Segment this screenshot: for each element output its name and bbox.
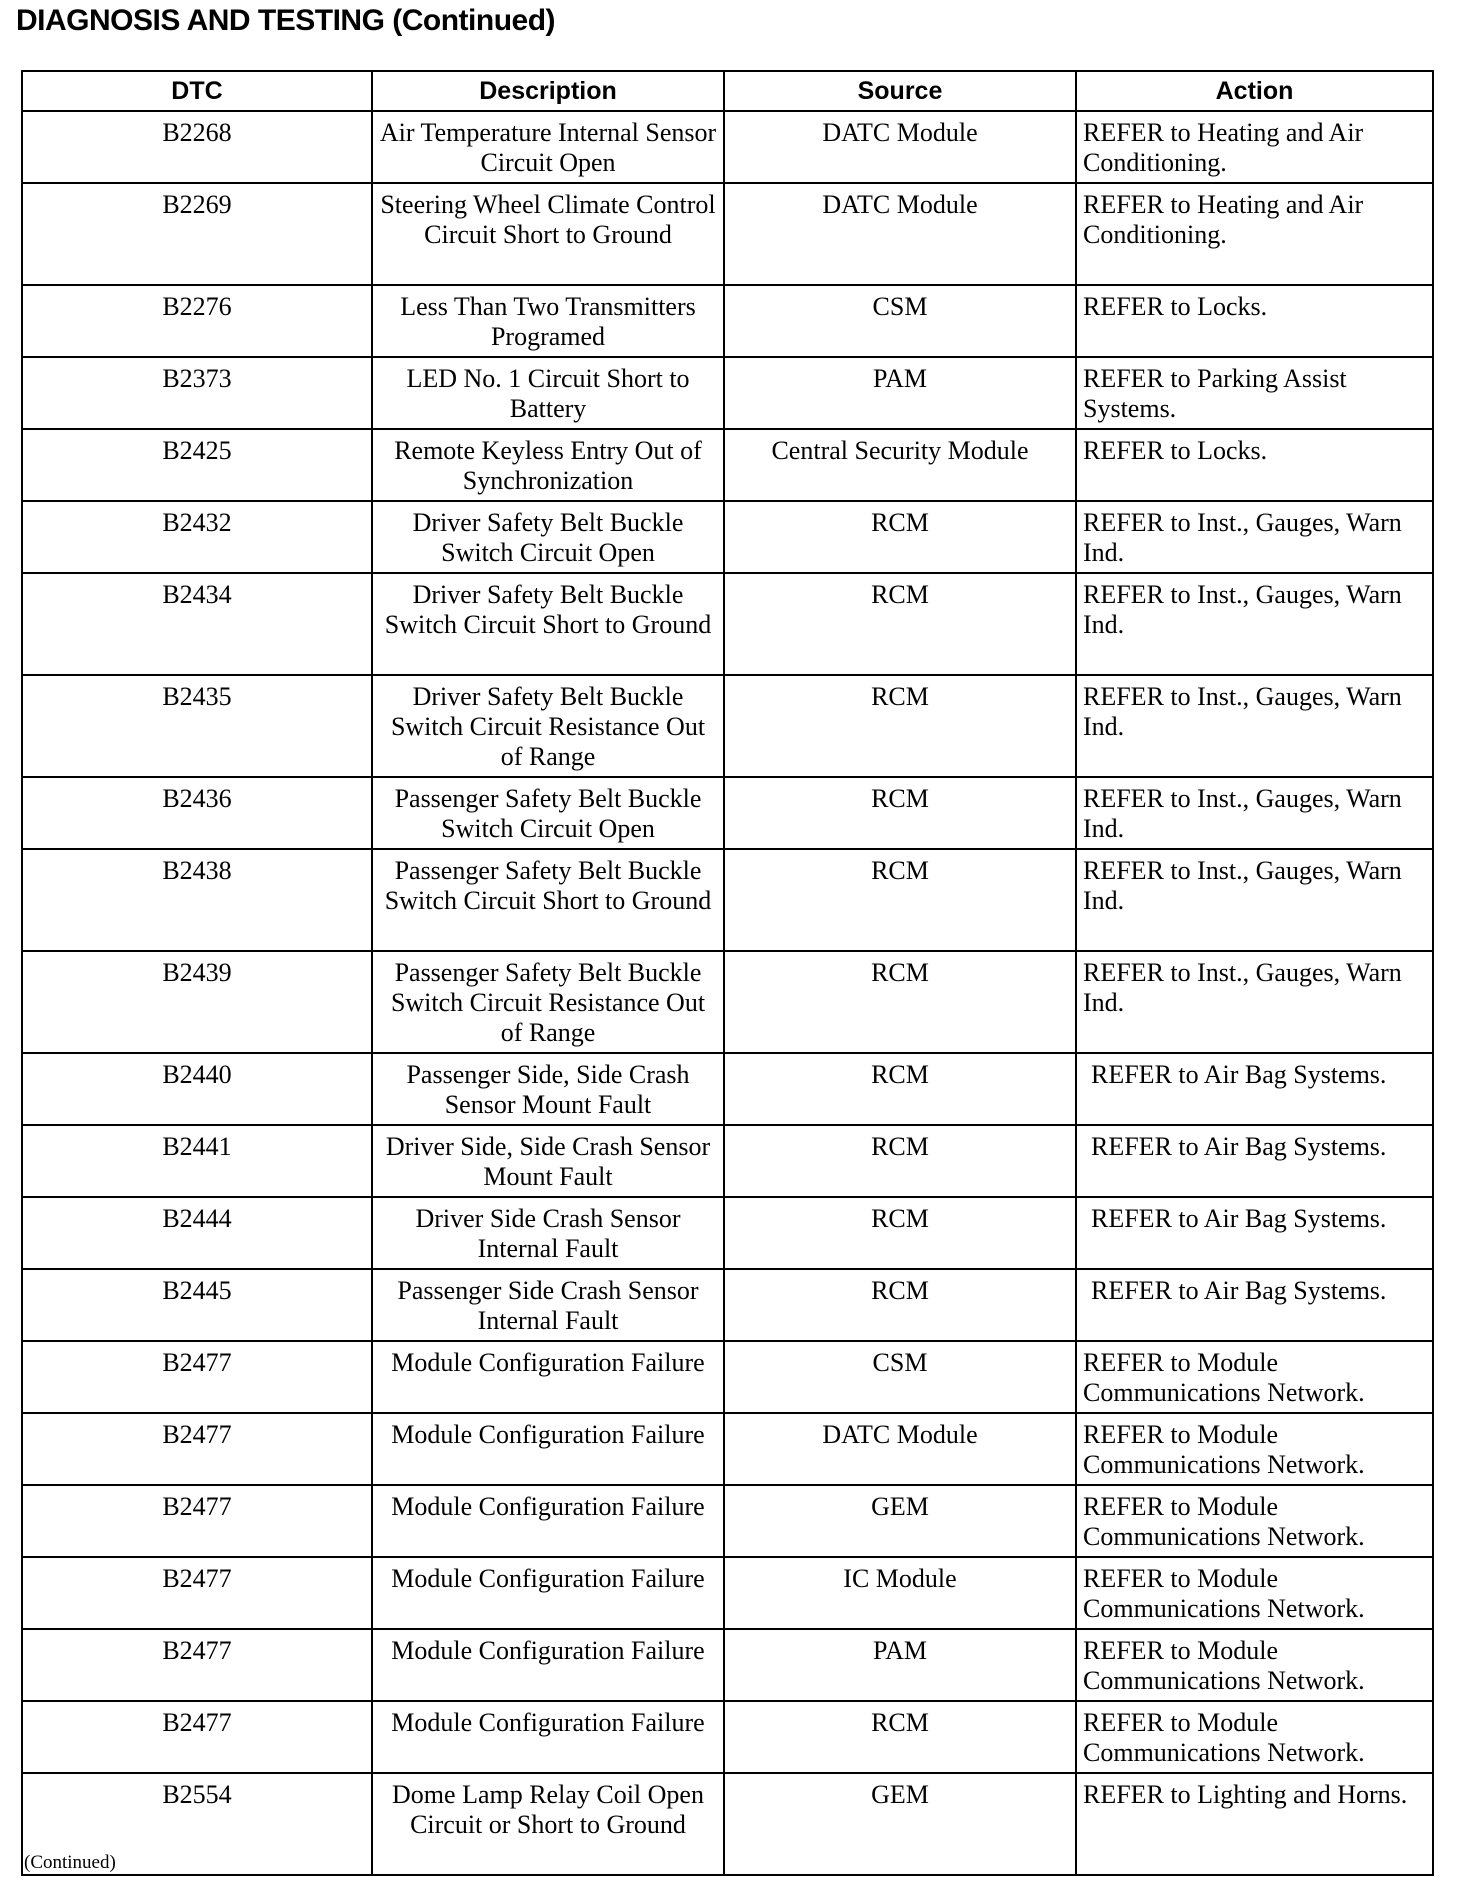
table-header-row <box>22 71 1433 111</box>
dtc-code: B2432 <box>22 501 372 573</box>
table-row <box>22 1125 1433 1197</box>
table-row <box>22 1341 1433 1413</box>
dtc-description: Driver Side, Side Crash Sensor Mount Fault <box>372 1125 724 1197</box>
dtc-table <box>21 70 1434 1876</box>
dtc-description: Passenger Side, Side Crash Sensor Mount Fault <box>372 1053 724 1125</box>
dtc-action: REFER to Parking Assist Systems. <box>1076 357 1433 429</box>
dtc-source: IC Module <box>724 1557 1076 1629</box>
dtc-source: CSM <box>724 1341 1076 1413</box>
dtc-source: GEM <box>724 1773 1076 1875</box>
dtc-action: REFER to Inst., Gauges, Warn Ind. <box>1076 777 1433 849</box>
dtc-source: DATC Module <box>724 1413 1076 1485</box>
table-row <box>22 357 1433 429</box>
dtc-code: B2477 <box>22 1485 372 1557</box>
dtc-code: B2373 <box>22 357 372 429</box>
table-row <box>22 849 1433 951</box>
dtc-source: RCM <box>724 951 1076 1053</box>
dtc-action: REFER to Module Communications Network. <box>1076 1701 1433 1773</box>
dtc-description: Module Configuration Failure <box>372 1557 724 1629</box>
dtc-description: Module Configuration Failure <box>372 1413 724 1485</box>
table-row <box>22 111 1433 183</box>
dtc-action: REFER to Heating and Air Conditioning. <box>1076 111 1433 183</box>
continued-note: (Continued) <box>24 1852 116 1873</box>
dtc-action: REFER to Module Communications Network. <box>1076 1413 1433 1485</box>
dtc-source: DATC Module <box>724 111 1076 183</box>
dtc-action: REFER to Air Bag Systems. <box>1076 1053 1433 1125</box>
dtc-description: Dome Lamp Relay Coil Open Circuit or Short to Ground <box>372 1773 724 1875</box>
dtc-description: Less Than Two Transmitters Programed <box>372 285 724 357</box>
dtc-source: PAM <box>724 357 1076 429</box>
dtc-code: B2436 <box>22 777 372 849</box>
dtc-description: Remote Keyless Entry Out of Synchronization <box>372 429 724 501</box>
dtc-code: B2439 <box>22 951 372 1053</box>
dtc-source: RCM <box>724 777 1076 849</box>
dtc-source: GEM <box>724 1485 1076 1557</box>
dtc-code: B2477 <box>22 1341 372 1413</box>
dtc-action: REFER to Air Bag Systems. <box>1076 1125 1433 1197</box>
dtc-action: REFER to Inst., Gauges, Warn Ind. <box>1076 573 1433 675</box>
dtc-description: Module Configuration Failure <box>372 1341 724 1413</box>
dtc-code: B2554 <box>22 1773 372 1875</box>
dtc-code: B2477 <box>22 1557 372 1629</box>
table-row <box>22 501 1433 573</box>
dtc-action: REFER to Air Bag Systems. <box>1076 1197 1433 1269</box>
table-row <box>22 951 1433 1053</box>
table-row <box>22 1485 1433 1557</box>
dtc-source: RCM <box>724 675 1076 777</box>
dtc-code: B2434 <box>22 573 372 675</box>
dtc-source: RCM <box>724 501 1076 573</box>
dtc-code: B2438 <box>22 849 372 951</box>
dtc-description: Module Configuration Failure <box>372 1629 724 1701</box>
dtc-code: B2276 <box>22 285 372 357</box>
dtc-code: B2268 <box>22 111 372 183</box>
dtc-source: PAM <box>724 1629 1076 1701</box>
dtc-action: REFER to Air Bag Systems. <box>1076 1269 1433 1341</box>
page-title: DIAGNOSIS AND TESTING (Continued) <box>16 4 556 37</box>
table-row <box>22 183 1433 285</box>
dtc-action: REFER to Lighting and Horns. <box>1076 1773 1433 1875</box>
header-action: Action <box>1076 71 1433 111</box>
dtc-code: B2477 <box>22 1701 372 1773</box>
table-row <box>22 429 1433 501</box>
dtc-description: Passenger Safety Belt Buckle Switch Circuit Short to Ground <box>372 849 724 951</box>
dtc-action: REFER to Module Communications Network. <box>1076 1485 1433 1557</box>
dtc-description: Driver Side Crash Sensor Internal Fault <box>372 1197 724 1269</box>
dtc-description: Steering Wheel Climate Control Circuit Short to Ground <box>372 183 724 285</box>
dtc-action: REFER to Inst., Gauges, Warn Ind. <box>1076 849 1433 951</box>
table-row <box>22 1053 1433 1125</box>
dtc-code: B2441 <box>22 1125 372 1197</box>
dtc-action: REFER to Inst., Gauges, Warn Ind. <box>1076 501 1433 573</box>
dtc-code: B2444 <box>22 1197 372 1269</box>
table-row <box>22 285 1433 357</box>
dtc-code: B2425 <box>22 429 372 501</box>
dtc-description: Passenger Safety Belt Buckle Switch Circuit Open <box>372 777 724 849</box>
dtc-code: B2435 <box>22 675 372 777</box>
dtc-code: B2440 <box>22 1053 372 1125</box>
table-row <box>22 1557 1433 1629</box>
dtc-code: B2445 <box>22 1269 372 1341</box>
dtc-description: LED No. 1 Circuit Short to Battery <box>372 357 724 429</box>
dtc-source: DATC Module <box>724 183 1076 285</box>
dtc-source: RCM <box>724 1197 1076 1269</box>
dtc-action: REFER to Module Communications Network. <box>1076 1557 1433 1629</box>
table-row <box>22 1701 1433 1773</box>
table-row <box>22 573 1433 675</box>
dtc-description: Module Configuration Failure <box>372 1485 724 1557</box>
header-description: Description <box>372 71 724 111</box>
dtc-action: REFER to Module Communications Network. <box>1076 1629 1433 1701</box>
dtc-action: REFER to Locks. <box>1076 429 1433 501</box>
dtc-code: B2269 <box>22 183 372 285</box>
dtc-code: B2477 <box>22 1629 372 1701</box>
dtc-action: REFER to Heating and Air Conditioning. <box>1076 183 1433 285</box>
dtc-source: Central Security Module <box>724 429 1076 501</box>
dtc-action: REFER to Module Communications Network. <box>1076 1341 1433 1413</box>
table-row <box>22 777 1433 849</box>
dtc-action: REFER to Inst., Gauges, Warn Ind. <box>1076 675 1433 777</box>
table-row <box>22 1197 1433 1269</box>
dtc-code: B2477 <box>22 1413 372 1485</box>
dtc-description: Module Configuration Failure <box>372 1701 724 1773</box>
dtc-description: Air Temperature Internal Sensor Circuit Open <box>372 111 724 183</box>
dtc-description: Driver Safety Belt Buckle Switch Circuit Resistance Out of Range <box>372 675 724 777</box>
header-dtc: DTC <box>22 71 372 111</box>
dtc-source: RCM <box>724 1125 1076 1197</box>
table-row <box>22 1629 1433 1701</box>
table-row <box>22 1269 1433 1341</box>
dtc-description: Driver Safety Belt Buckle Switch Circuit Short to Ground <box>372 573 724 675</box>
dtc-source: RCM <box>724 1269 1076 1341</box>
dtc-description: Driver Safety Belt Buckle Switch Circuit Open <box>372 501 724 573</box>
dtc-action: REFER to Inst., Gauges, Warn Ind. <box>1076 951 1433 1053</box>
table-row <box>22 1773 1433 1875</box>
dtc-action: REFER to Locks. <box>1076 285 1433 357</box>
dtc-source: RCM <box>724 573 1076 675</box>
dtc-source: RCM <box>724 1701 1076 1773</box>
table-row <box>22 1413 1433 1485</box>
table-row <box>22 675 1433 777</box>
dtc-source: CSM <box>724 285 1076 357</box>
dtc-source: RCM <box>724 1053 1076 1125</box>
dtc-description: Passenger Side Crash Sensor Internal Fault <box>372 1269 724 1341</box>
header-source: Source <box>724 71 1076 111</box>
dtc-source: RCM <box>724 849 1076 951</box>
dtc-description: Passenger Safety Belt Buckle Switch Circuit Resistance Out of Range <box>372 951 724 1053</box>
